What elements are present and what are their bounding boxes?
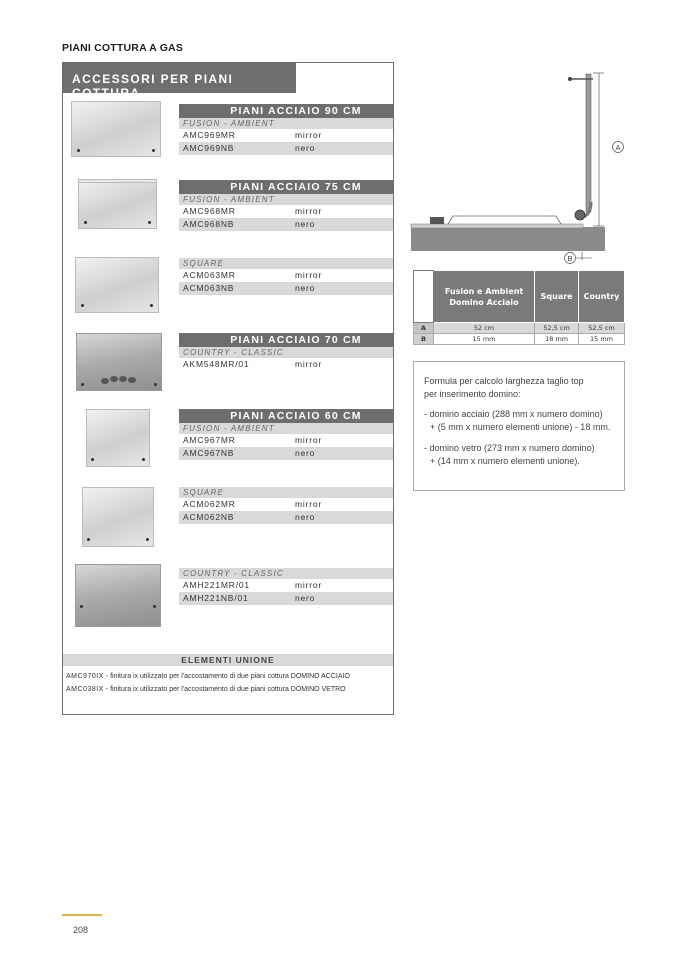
group-title: PIANI ACCIAIO 60 CM: [179, 409, 393, 423]
item-finish: nero: [295, 219, 316, 229]
list-item: [179, 447, 393, 460]
group-subtitle: SQUARE: [179, 487, 393, 498]
table-corner: [414, 271, 434, 323]
item-finish: mirror: [295, 130, 322, 140]
group-title: PIANI ACCIAIO 75 CM: [179, 180, 393, 194]
elementi-desc: - finitura ix utilizzato per l'accostamento di due piani cottura DOMINO VETRO: [103, 686, 346, 693]
hob-burner: [430, 217, 444, 224]
page-number: 208: [73, 925, 89, 935]
product-image-75cm: [78, 179, 157, 229]
item-finish: mirror: [295, 206, 322, 216]
item-code: AMC968MR: [183, 206, 236, 216]
elementi-code: AMC970IX: [66, 673, 104, 680]
product-image-60cm: [86, 409, 150, 467]
table-row: [414, 323, 625, 334]
row-key: B: [414, 334, 434, 345]
item-code: AMC969NB: [183, 143, 235, 153]
item-code: AMH221MR/01: [183, 580, 250, 590]
item-code: AMH221NB/01: [183, 593, 249, 603]
hinge: [575, 210, 585, 220]
table-cell: 52 cm: [433, 323, 534, 334]
page-title: PIANI COTTURA A GAS: [62, 42, 184, 54]
product-image-75cm-square: [75, 257, 159, 313]
dimensions-table: [413, 270, 625, 345]
group-60cm-country: [179, 568, 393, 605]
label-b: B: [567, 254, 573, 263]
panel-header: ACCESSORI PER PIANI COTTURA: [63, 63, 296, 93]
product-image-90cm: [71, 101, 161, 157]
item-finish: mirror: [295, 359, 322, 369]
formula-vetro-cont: + (14 mm x numero elementi unione).: [430, 456, 580, 466]
table-cell: 18 mm: [535, 334, 579, 345]
group-subtitle: COUNTRY - CLASSIC: [179, 347, 393, 358]
group-90cm: [179, 104, 393, 155]
item-code: AMC968NB: [183, 219, 235, 229]
table-cell: 52,5 cm: [579, 323, 625, 334]
elementi-row: [66, 673, 350, 680]
list-item: [179, 129, 393, 142]
item-code: AMC969MR: [183, 130, 236, 140]
product-image-60cm-square: [82, 487, 154, 547]
item-finish: nero: [295, 593, 316, 603]
hob-body: [411, 224, 583, 228]
formula-box: [413, 361, 625, 491]
column-header: Fusion e Ambient Domino Acciaio: [433, 271, 534, 323]
elementi-desc: - finitura ix utilizzato per l'accostamento di due piani cottura DOMINO ACCIAIO: [103, 673, 350, 680]
formula-intro-line: Formula per calcolo larghezza taglio top: [424, 376, 584, 386]
worktop-section: [411, 227, 605, 251]
list-item: [179, 579, 393, 592]
group-75cm: [179, 180, 393, 231]
table-row: [414, 334, 625, 345]
item-code: ACM063NB: [183, 283, 235, 293]
formula-acciaio: - domino acciaio (288 mm x numero domino): [424, 409, 603, 419]
item-code: ACM062MR: [183, 499, 236, 509]
product-image-70cm: [76, 333, 162, 391]
group-subtitle: FUSION - AMBIENT: [179, 194, 393, 205]
item-finish: nero: [295, 448, 316, 458]
item-finish: mirror: [295, 499, 322, 509]
group-60cm-square: [179, 487, 393, 524]
item-finish: mirror: [295, 580, 322, 590]
footer-accent-rule: [62, 914, 102, 916]
group-75cm-square: [179, 258, 393, 295]
elementi-row: [66, 686, 346, 693]
formula-intro-line: per inserimento domino:: [424, 389, 521, 399]
group-title: PIANI ACCIAIO 70 CM: [179, 333, 393, 347]
formula-acciaio-cont: + (5 mm x numero elementi unione) - 18 mm.: [430, 422, 611, 432]
table-cell: 15 mm: [579, 334, 625, 345]
table-cell: 15 mm: [433, 334, 534, 345]
group-subtitle: SQUARE: [179, 258, 393, 269]
item-code: AMC967MR: [183, 435, 236, 445]
support-bar: [586, 74, 591, 212]
item-code: ACM063MR: [183, 270, 236, 280]
formula-intro: [424, 375, 624, 401]
formula-vetro: - domino vetro (273 mm x numero domino): [424, 443, 595, 453]
list-item: [179, 269, 393, 282]
list-item: [179, 592, 393, 605]
list-item: [179, 218, 393, 231]
group-subtitle: FUSION - AMBIENT: [179, 118, 393, 129]
list-item: [179, 142, 393, 155]
product-image-60cm-country: [75, 564, 161, 627]
list-item: [179, 282, 393, 295]
list-item: [179, 434, 393, 447]
item-finish: nero: [295, 283, 316, 293]
table-cell: 52,5 cm: [535, 323, 579, 334]
hob-grate: [448, 216, 561, 224]
group-title: PIANI ACCIAIO 90 CM: [179, 104, 393, 118]
elementi-unione-header: ELEMENTI UNIONE: [63, 654, 393, 666]
column-header: Square: [535, 271, 579, 323]
label-a: A: [615, 143, 621, 152]
group-subtitle: FUSION - AMBIENT: [179, 423, 393, 434]
dimension-diagram: [408, 66, 624, 266]
item-code: AMC967NB: [183, 448, 235, 458]
item-finish: mirror: [295, 435, 322, 445]
list-item: [179, 358, 393, 371]
group-70cm: [179, 333, 393, 371]
item-finish: nero: [295, 143, 316, 153]
item-finish: mirror: [295, 270, 322, 280]
row-key: A: [414, 323, 434, 334]
elementi-code: AMC038IX: [66, 686, 104, 693]
list-item: [179, 498, 393, 511]
item-code: ACM062NB: [183, 512, 235, 522]
column-header: Country: [579, 271, 625, 323]
list-item: [179, 511, 393, 524]
accessories-panel: [62, 62, 394, 715]
item-finish: nero: [295, 512, 316, 522]
list-item: [179, 205, 393, 218]
item-code: AKM548MR/01: [183, 359, 250, 369]
group-60cm: [179, 409, 393, 460]
group-subtitle: COUNTRY - CLASSIC: [179, 568, 393, 579]
